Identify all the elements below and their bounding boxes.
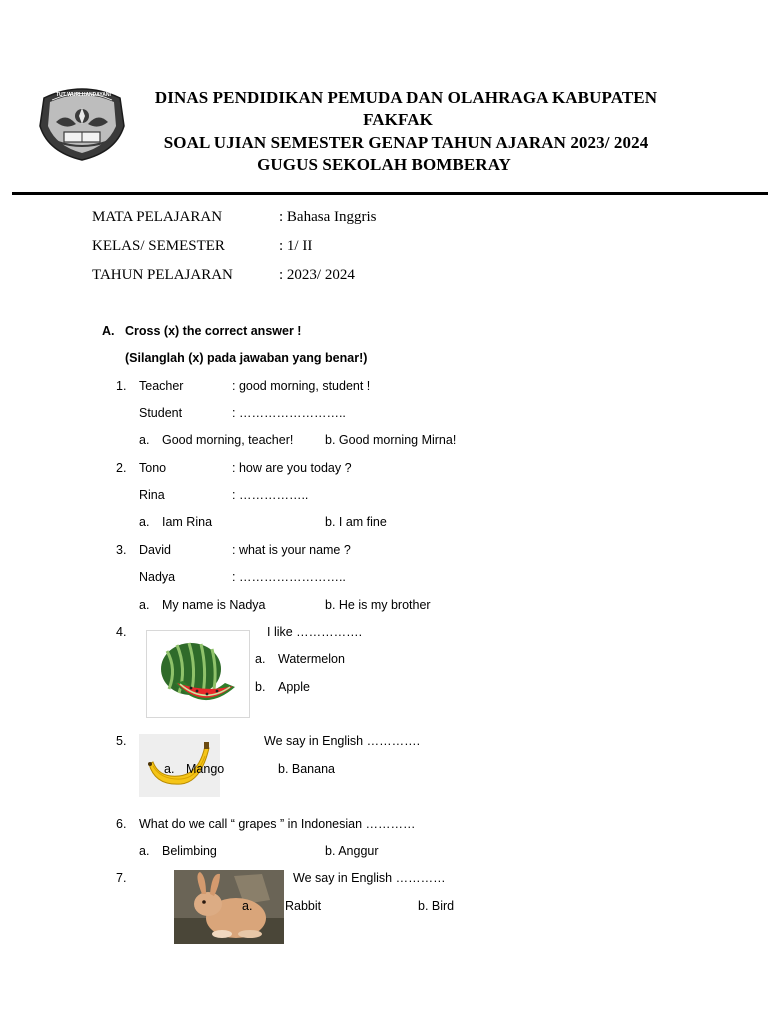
- info-value-subject: : Bahasa Inggris: [279, 209, 377, 225]
- q1-number: 1.: [116, 379, 127, 393]
- info-label-class: KELAS/ SEMESTER: [92, 238, 225, 254]
- q2-line-1: : how are you today ?: [232, 461, 352, 475]
- q7-number: 7.: [116, 871, 127, 885]
- q4-option-b-marker: b.: [255, 680, 266, 694]
- q2-speaker-1: Tono: [139, 461, 167, 475]
- q4-number: 4.: [116, 625, 127, 639]
- q1-line-1: : good morning, student !: [232, 379, 371, 393]
- header-line-2: FAKFAK: [363, 110, 433, 129]
- q1-option-b: b. Good morning Mirna!: [325, 433, 457, 447]
- q5-number: 5.: [116, 734, 127, 748]
- q3-line-2: : ……………………..: [232, 570, 346, 584]
- q2-line-2: : ……………..: [232, 488, 309, 502]
- watermelon-image: [146, 630, 250, 718]
- q3-speaker-1: David: [139, 543, 171, 557]
- section-title: Cross (x) the correct answer !: [125, 324, 302, 338]
- q3-number: 3.: [116, 543, 127, 557]
- q6-option-a: Belimbing: [162, 844, 217, 858]
- q3-speaker-2: Nadya: [139, 570, 176, 584]
- q3-line-1: : what is your name ?: [232, 543, 351, 557]
- q3-option-a: My name is Nadya: [162, 598, 266, 612]
- header-divider: [12, 192, 768, 195]
- logo-motto-text: TUT WURI HANDAYANI: [56, 92, 111, 98]
- q3-option-b: b. He is my brother: [325, 598, 431, 612]
- q5-option-a: Mango: [186, 762, 225, 776]
- q1-speaker-2: Student: [139, 406, 183, 420]
- q2-number: 2.: [116, 461, 127, 475]
- q1-option-a-marker: a.: [139, 433, 150, 447]
- q7-prompt: We say in English …………: [293, 871, 446, 885]
- header-line-4: GUGUS SEKOLAH BOMBERAY: [257, 155, 511, 174]
- info-label-subject: MATA PELAJARAN: [92, 209, 223, 225]
- q3-option-a-marker: a.: [139, 598, 150, 612]
- q7-option-b: b. Bird: [418, 899, 455, 913]
- info-value-class: : 1/ II: [279, 238, 313, 254]
- q1-speaker-1: Teacher: [139, 379, 184, 393]
- rabbit-image: [174, 870, 284, 944]
- info-label-year: TAHUN PELAJARAN: [92, 267, 233, 283]
- q4-option-a: Watermelon: [278, 652, 345, 666]
- q2-option-b: b. I am fine: [325, 515, 387, 529]
- q4-option-a-marker: a.: [255, 652, 266, 666]
- q4-option-b: Apple: [278, 680, 310, 694]
- q6-option-b: b. Anggur: [325, 844, 379, 858]
- q6-number: 6.: [116, 817, 127, 831]
- q5-prompt: We say in English ………….: [264, 734, 421, 748]
- header-line-1: DINAS PENDIDIKAN PEMUDA DAN OLAHRAGA KABUPATEN: [154, 88, 658, 107]
- q6-prompt: What do we call “ grapes ” in Indonesian …………: [139, 817, 416, 831]
- q2-option-a-marker: a.: [139, 515, 150, 529]
- q2-speaker-2: Rina: [139, 488, 165, 502]
- q1-option-a: Good morning, teacher!: [162, 433, 294, 447]
- q1-line-2: : ……………………..: [232, 406, 346, 420]
- info-value-year: : 2023/ 2024: [279, 267, 355, 283]
- q2-option-a: Iam Rina: [162, 515, 213, 529]
- section-subtitle: (Silanglah (x) pada jawaban yang benar!): [125, 351, 368, 365]
- q6-option-a-marker: a.: [139, 844, 150, 858]
- q7-option-a: Rabbit: [285, 899, 322, 913]
- q5-option-a-marker: a.: [164, 762, 175, 776]
- q7-option-a-marker: a.: [242, 899, 253, 913]
- header-line-3: SOAL UJIAN SEMESTER GENAP TAHUN AJARAN 2023/ 2024: [163, 133, 649, 152]
- q4-prompt: I like …………….: [267, 625, 363, 639]
- section-letter: A.: [102, 324, 115, 338]
- q5-option-b: b. Banana: [278, 762, 335, 776]
